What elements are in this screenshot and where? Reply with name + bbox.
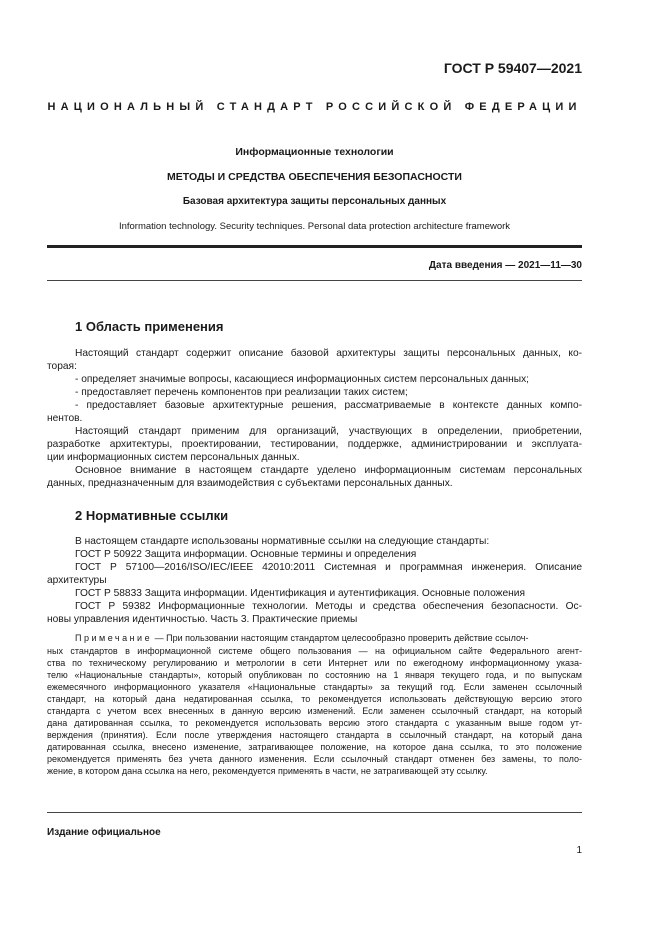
- title-main: МЕТОДЫ И СРЕДСТВА ОБЕСПЕЧЕНИЯ БЕЗОПАСНОСТИ: [167, 171, 462, 183]
- title-sub: Базовая архитектура защиты персональных данных: [182, 196, 447, 207]
- note-line: дана датированная ссылка, то рекомендуется использовать версию этого стандарта с указанным выше годом ут-: [47, 718, 582, 728]
- note-line: верждения (принятия). Если после утверждения настоящего стандарта в ссылочный стандарт, на который дана: [47, 730, 582, 740]
- text-line: торая:: [47, 361, 77, 372]
- reference-item: ГОСТ Р 59382 Информационные технологии. Методы и средства обеспечения безопасности. Ос-: [75, 601, 582, 612]
- note-line: рекомендуется применять без учета данного изменения. Если ссылочный стандарт отменен без замены, то поло-: [47, 754, 582, 764]
- note-line: телю «Национальные стандарты», который опубликован по состоянию на 1 января текущего года, и по выпускам: [47, 670, 582, 680]
- text-line: новы управления идентичностью. Часть 3. Практические приемы: [47, 614, 358, 625]
- gost-code: ГОСТ Р 59407—2021: [443, 60, 582, 76]
- text-line: разработке архитектуры, проектировании, тестировании, поддержке, администрировании и эксплуата-: [47, 439, 582, 450]
- section-2-heading: 2 Нормативные ссылки: [75, 508, 229, 523]
- reference-item: ГОСТ Р 58833 Защита информации. Идентификация и аутентификация. Основные положения: [75, 588, 525, 599]
- note-line: датированная ссылка, внесено изменение, затрагивающее положение, на которое дана ссылка, то это положение: [47, 742, 582, 752]
- footer-rule: [47, 812, 582, 813]
- note-text: — При пользовании настоящим стандартом целесообразно проверить действие ссылоч-: [152, 633, 529, 643]
- title-english: Information technology. Security techniques. Personal data protection architecture framework: [118, 221, 511, 232]
- note-line: ных стандартов в информационной системе общего пользования — на официальном сайте Федерального агент-: [47, 646, 582, 656]
- reference-item: ГОСТ Р 57100—2016/ISO/IEC/IEEE 42010:2011 Системная и программная инженерия. Описание: [75, 562, 582, 573]
- section-1-heading: 1 Область применения: [75, 319, 224, 334]
- note-first-line: [75, 632, 582, 644]
- official-edition: Издание официальное: [47, 827, 161, 838]
- note-label: Примечание: [75, 633, 153, 643]
- text-line: Основное внимание в настоящем стандарте уделено информационным системам персональных: [75, 465, 582, 476]
- note-line: жение, в котором дана ссылка на него, рекомендуется применять в части, не затрагивающей эту ссылку.: [47, 766, 488, 776]
- list-item: - определяет значимые вопросы, касающиеся информационных систем персональных данных;: [75, 374, 530, 385]
- note-line: ежемесячного информационного указателя «Национальные стандарты» за текущий год. Если заменен ссылочный: [47, 682, 582, 692]
- text-line: Настоящий стандарт применим для организаций, участвующих в определении, приобретении,: [75, 426, 582, 437]
- page-number: 1: [576, 845, 582, 856]
- text-line: Настоящий стандарт содержит описание базовой архитектуры защиты персональных данных, ко-: [75, 348, 582, 359]
- text-line: В настоящем стандарте использованы нормативные ссылки на следующие стандарты:: [75, 536, 490, 547]
- note-line: стандарт, на который дана недатированная ссылка, то рекомендуется использовать действующую версию этого: [47, 694, 582, 704]
- text-line: данных, предназначенным для взаимодействия с субъектами персональных данных.: [47, 478, 453, 489]
- list-item: - предоставляет базовые архитектурные решения, рассматриваемые в контексте данных компо-: [75, 400, 582, 411]
- list-item: - предоставляет перечень компонентов при реализации таких систем;: [75, 387, 408, 398]
- note-line: стандарта с учетом всех внесенных в данную версию изменений. Если заменен ссылочный стандарт, на который: [47, 706, 582, 716]
- national-standard-banner: НАЦИОНАЛЬНЫЙ СТАНДАРТ РОССИЙСКОЙ ФЕДЕРАЦИИ: [47, 101, 582, 113]
- reference-item: ГОСТ Р 50922 Защита информации. Основные термины и определения: [75, 549, 417, 560]
- text-line: архитектуры: [47, 575, 107, 586]
- thick-rule: [47, 245, 582, 248]
- introduction-date: Дата введения — 2021—11—30: [428, 260, 582, 271]
- text-line: нентов.: [47, 413, 83, 424]
- thin-rule: [47, 280, 582, 281]
- text-line: ции информационных систем персональных данных.: [47, 452, 300, 463]
- title-area: Информационные технологии: [235, 146, 394, 158]
- note-line: ства по техническому регулированию и метрологии в сети Интернет или по ежегодному информационному указа-: [47, 658, 582, 668]
